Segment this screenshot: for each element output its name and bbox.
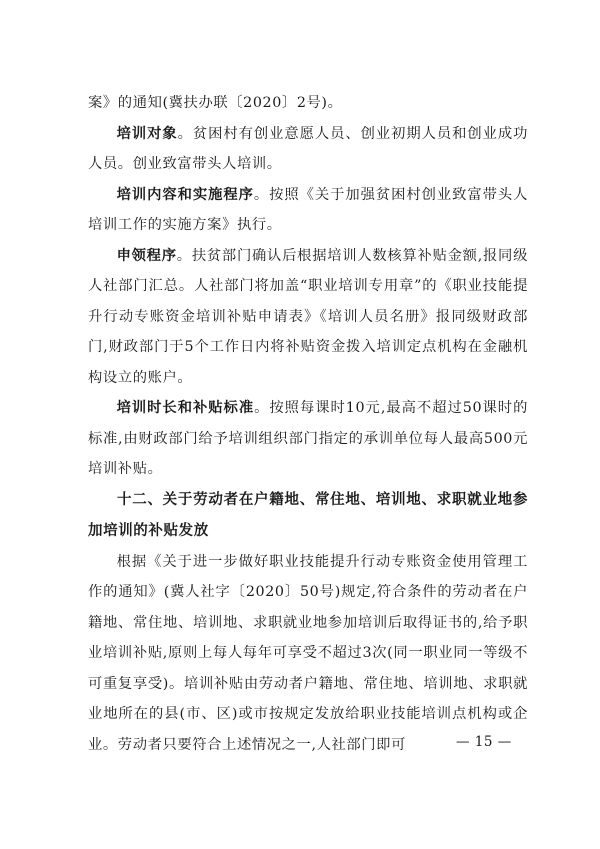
- paragraph-duration-standard: [88, 393, 528, 485]
- training-content-lead: 培训内容和实施程序: [116, 186, 254, 203]
- continuation-text: 案》的通知(冀扶办联〔2020〕2号)。: [88, 95, 343, 111]
- section-heading: 十二、关于劳动者在户籍地、常住地、培训地、求职就业地参加培训的补贴发放: [88, 491, 528, 539]
- paragraph-section-body: [88, 547, 528, 761]
- paragraph-continuation: [88, 88, 528, 119]
- section-body-text: 根据《关于进一步做好职业技能提升行动专账资金使用管理工作的通知》(冀人社字〔2020〕50号)规定,符合条件的劳动者在户籍地、常住地、培训地、求职就业地参加培训后取得证书的,给予职业培训补贴,原则上每人每年可享受不超过3次(同一职业同一等级不可重复享受)。培训补贴由劳动者户籍地、常住地、培训地、求职就业地所在的县(市、区)或市按规定发放给职业技能培训点机构或企业。劳动者只要符合上述情况之一,人社部门即可: [88, 553, 528, 753]
- training-content-text: 。按照《关于加强贫困村创业致富带头人培训工作的实施方案》执行。: [88, 186, 528, 233]
- paragraph-training-target: [88, 119, 528, 180]
- training-target-text: 。贫困村有创业意愿人员、创业初期人员和创业成功人员。创业致富带头人培训。: [88, 125, 528, 172]
- page-number: — 15 —: [456, 734, 512, 750]
- document-page: [88, 88, 528, 760]
- duration-standard-lead: 培训时长和补贴标准: [116, 400, 255, 416]
- application-procedure-text: 。扶贫部门确认后根据培训人数核算补贴金额,报同级人社部门汇总。人社部门将加盖“职业培训专用章”的《职业技能提升行动专账资金培训补贴申请表》《培训人员名册》报同级财政部门,财政部门于5个工作日内将补贴资金拨入培训定点机构在金融机构设立的账户。: [88, 247, 528, 386]
- application-procedure-lead: 申领程序: [116, 247, 177, 264]
- duration-standard-text: 。按照每课时10元,最高不超过50课时的标准,由财政部门给予培训组织部门指定的承训单位每人最高500元培训补贴。: [88, 400, 528, 477]
- training-target-lead: 培训对象: [116, 125, 178, 142]
- paragraph-training-content: [88, 180, 528, 241]
- paragraph-application-procedure: [88, 241, 528, 394]
